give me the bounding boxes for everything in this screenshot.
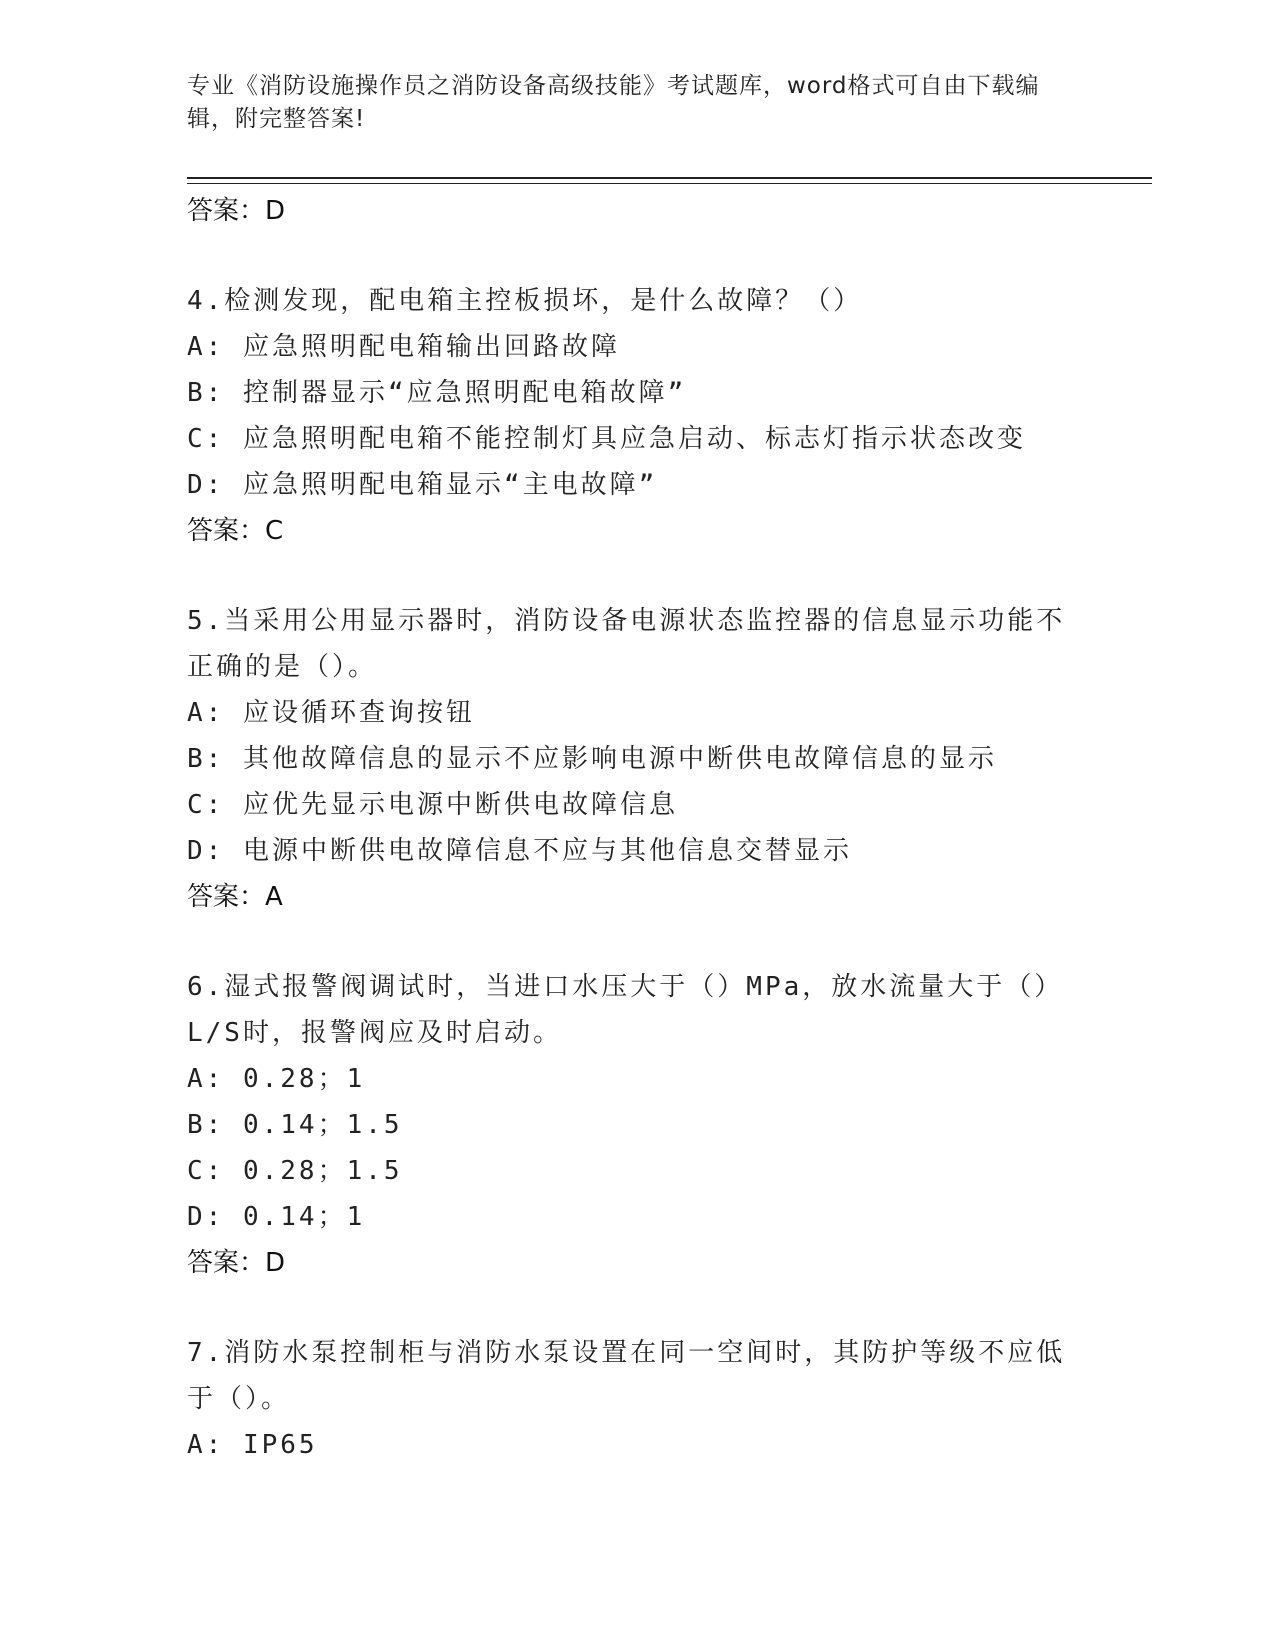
answer-option — [187, 828, 1087, 874]
answer-option — [187, 1422, 1087, 1468]
option-text: B: 0.14；1.5 — [187, 1110, 403, 1140]
answer-text: 答案：D — [187, 196, 286, 226]
answer-option — [187, 324, 1087, 370]
option-text: A: IP65 — [187, 1430, 318, 1460]
answer-option — [187, 690, 1087, 736]
stem-text: 7.消防水泵控制柜与消防水泵设置在同一空间时，其防护等级不应低于（）。 — [187, 1338, 1066, 1414]
option-text: C: 0.28；1.5 — [187, 1156, 403, 1186]
option-text: D: 电源中断供电故障信息不应与其他信息交替显示 — [187, 836, 852, 866]
answer-option — [187, 1102, 1087, 1148]
question-list — [187, 188, 1087, 1468]
answer-option — [187, 1148, 1087, 1194]
option-text: B: 控制器显示“应急照明配电箱故障” — [187, 378, 687, 408]
answer-option — [187, 416, 1087, 462]
header-rule-thin — [187, 183, 1152, 184]
option-text: A: 应急照明配电箱输出回路故障 — [187, 332, 620, 362]
answer-option — [187, 370, 1087, 416]
question-stem — [187, 278, 1087, 324]
question-stem — [187, 1330, 1087, 1422]
question-stem — [187, 964, 1087, 1056]
answer-line — [187, 188, 1087, 234]
answer-text: 答案：D — [187, 1248, 286, 1278]
answer-line — [187, 1240, 1087, 1286]
header-text: 专业《消防设施操作员之消防设备高级技能》考试题库，word格式可自由下载编辑，附完整答案! — [187, 73, 1040, 132]
option-text: D: 应急照明配电箱显示“主电故障” — [187, 470, 658, 500]
stem-text: 6.湿式报警阀调试时，当进口水压大于（）MPa，放水流量大于（）L/S时，报警阀应及时启动。 — [187, 972, 1064, 1048]
option-text: A: 应设循环查询按钮 — [187, 698, 475, 728]
answer-option — [187, 1056, 1087, 1102]
block-spacer — [187, 1286, 1087, 1330]
block-spacer — [187, 554, 1087, 598]
question-stem — [187, 598, 1087, 690]
option-text: A: 0.28；1 — [187, 1064, 366, 1094]
option-text: C: 应优先显示电源中断供电故障信息 — [187, 790, 678, 820]
stem-text: 4.检测发现，配电箱主控板损坏，是什么故障？（） — [187, 286, 863, 316]
header-rule-thick — [187, 177, 1152, 179]
document-header — [187, 70, 1067, 136]
answer-line — [187, 874, 1087, 920]
answer-text: 答案：C — [187, 516, 284, 546]
block-spacer — [187, 920, 1087, 964]
option-text: D: 0.14；1 — [187, 1202, 366, 1232]
answer-text: 答案：A — [187, 882, 283, 912]
option-text: B: 其他故障信息的显示不应影响电源中断供电故障信息的显示 — [187, 744, 997, 774]
option-text: C: 应急照明配电箱不能控制灯具应急启动、标志灯指示状态改变 — [187, 424, 1026, 454]
answer-option — [187, 1194, 1087, 1240]
stem-text: 5.当采用公用显示器时，消防设备电源状态监控器的信息显示功能不正确的是（）。 — [187, 606, 1066, 682]
answer-option — [187, 782, 1087, 828]
answer-option — [187, 462, 1087, 508]
block-spacer — [187, 234, 1087, 278]
answer-option — [187, 736, 1087, 782]
answer-line — [187, 508, 1087, 554]
